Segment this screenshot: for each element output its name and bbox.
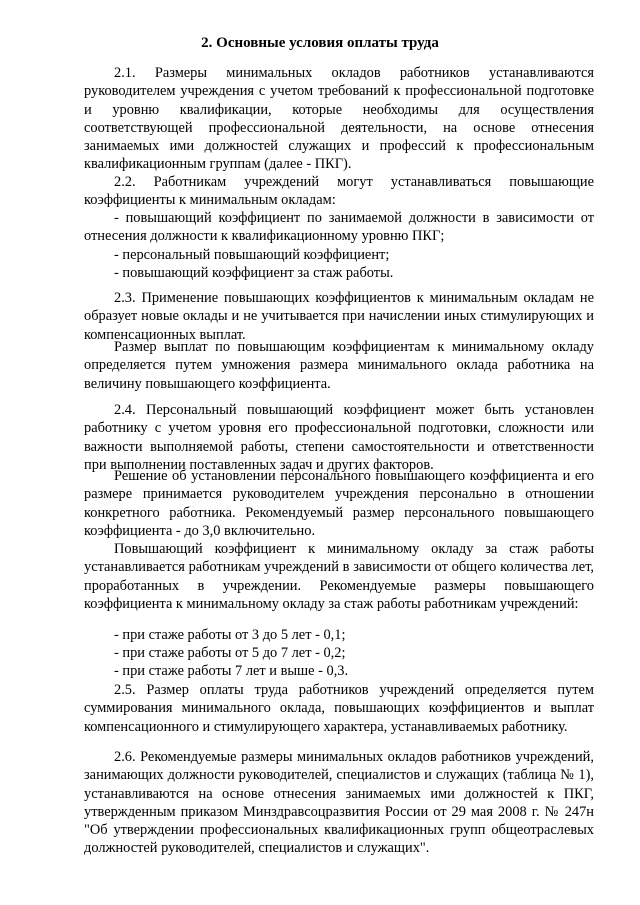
paragraph-2-6: 2.6. Рекомендуемые размеры минимальных окладов работников учреждений, занимающих должности руководителей, специалистов и служащих (таблица № 1), устанавливаются на основе отнесения занимаемых ими должностей к ПКГ, утвержденным приказом Минздравсоцразвития России от 29 мая 2008 г. № 247н "Об утверждении профессиональных квалификационных групп общеотраслевых должностей руководителей, специалистов и служащих". <box>84 749 594 857</box>
list-item: - персональный повышающий коэффициент; <box>114 247 390 263</box>
paragraph-2-3-continued: Размер выплат по повышающим коэффициентам к минимальному окладу определяется путем умножения размера минимального оклада работника на величину повышающего коэффициента. <box>84 339 594 392</box>
list-item: - при стаже работы от 3 до 5 лет - 0,1; <box>114 627 346 643</box>
paragraph-2-4-decision: Решение об установлении персонального повышающего коэффициента и его размере принимается руководителем учреждения персонально в отношении конкретного работника. Рекомендуемый размер персонального повышающего коэффициента - до 3,0 включительно. <box>84 468 594 539</box>
list-item: - повышающий коэффициент за стаж работы. <box>114 265 394 281</box>
section-title: 2. Основные условия оплаты труда <box>201 35 439 51</box>
paragraph-2-1: 2.1. Размеры минимальных окладов работников устанавливаются руководителем учреждения с учетом требований к профессиональной подготовке и уровню квалификации, которые необходимы для осуществления соответствующей профессиональной деятельности, на основе отнесения занимаемых ими должностей служащих и профессий к профессиональным квалификационным группам (далее - ПКГ). <box>84 65 594 173</box>
paragraph-2-2: 2.2. Работникам учреждений могут устанавливаться повышающие коэффициенты к минимальным окладам: <box>84 174 594 209</box>
paragraph-2-4-seniority: Повышающий коэффициент к минимальному окладу за стаж работы устанавливается работникам учреждений в зависимости от общего количества лет, проработанных в учреждении. Рекомендуемые размеры повышающего коэффициента к минимальному окладу за стаж работы работникам учреждений: <box>84 541 594 612</box>
paragraph-2-3: 2.3. Применение повышающих коэффициентов к минимальным окладам не образует новые оклады и не учитывается при начислении иных стимулирующих и компенсационных выплат. <box>84 290 594 343</box>
list-item: - повышающий коэффициент по занимаемой должности в зависимости от отнесения должности к квалификационному уровню ПКГ; <box>84 210 594 245</box>
list-item: - при стаже работы 7 лет и выше - 0,3. <box>114 663 349 679</box>
paragraph-2-5: 2.5. Размер оплаты труда работников учреждений определяется путем суммирования минимального оклада, повышающих коэффициентов и выплат компенсационного и стимулирующего характера, устанавливаемых работнику. <box>84 682 594 735</box>
list-item: - при стаже работы от 5 до 7 лет - 0,2; <box>114 645 346 661</box>
paragraph-2-4: 2.4. Персональный повышающий коэффициент может быть установлен работнику с учетом уровня его профессиональной подготовки, сложности или важности выполняемой работы, степени самостоятельности и ответственности при выполнении поставленных задач и других факторов. <box>84 402 594 473</box>
